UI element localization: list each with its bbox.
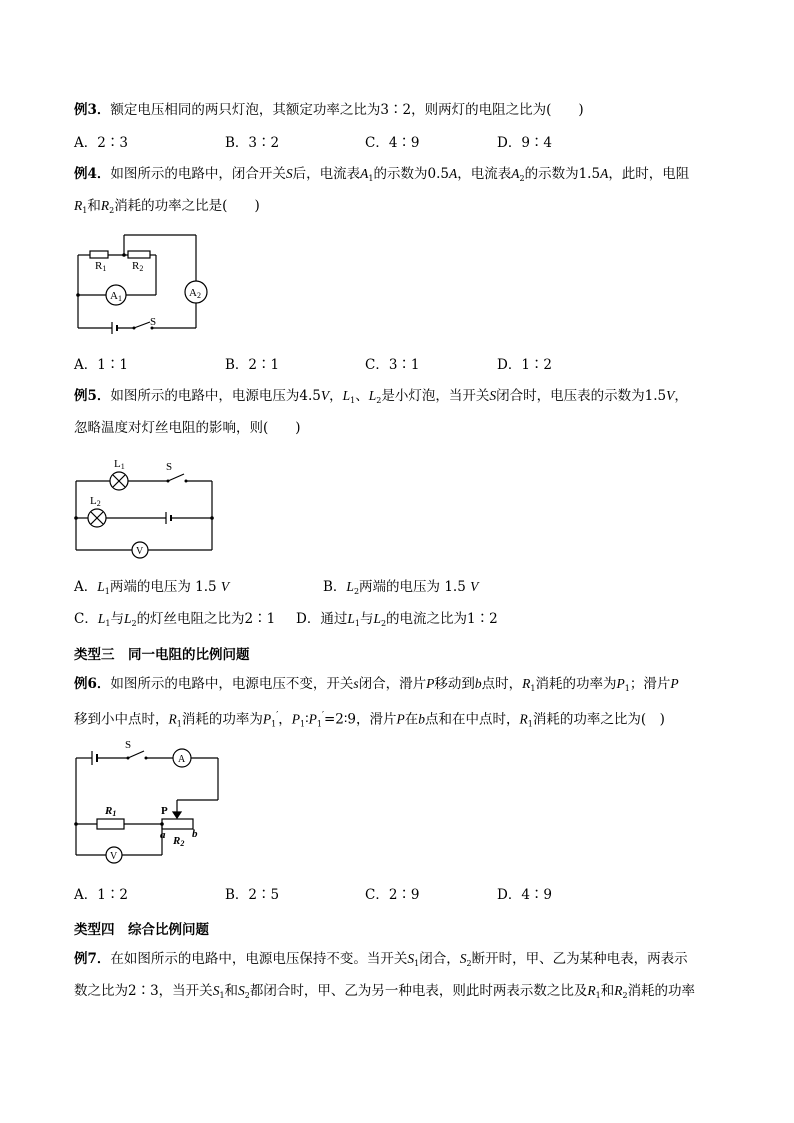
a1-label: A1 — [110, 290, 122, 303]
ex4-option-b: B．2∶1 — [225, 357, 280, 373]
resistor-symbol: R — [614, 983, 623, 998]
ex7-text: 消耗的功率 — [627, 983, 696, 999]
ex7-text: 在如图所示的电路中，电源电压保持不变。当开关 — [110, 951, 408, 967]
ex5-text: ， — [674, 388, 688, 404]
end-a-label: a — [160, 829, 166, 841]
resistor-symbol: R — [100, 198, 110, 213]
section-heading-type3: 类型三 同一电阻的比例问题 — [74, 647, 250, 663]
ex6-option-d: D．4∶9 — [497, 887, 553, 903]
ex6-text: ， — [278, 711, 292, 728]
ex4-text: 如图所示的电路中，闭合开关 — [110, 166, 286, 182]
ex6-text: 消耗的功率为 — [535, 676, 617, 692]
ex6-circuit-diagram — [70, 738, 230, 863]
ex7-text: 闭合， — [419, 951, 460, 967]
ex4-option-d: D．1∶2 — [497, 357, 553, 373]
ex6-text: 点和在中点时， — [425, 711, 520, 728]
voltmeter-label: V — [110, 851, 118, 862]
ex6-text: 闭合，滑片 — [358, 676, 427, 692]
lamp-symbol: L — [368, 388, 377, 403]
ex7-question-line2: 数之比为2∶3，当开关$S_1$和$S_2$都闭合时，甲、乙为另一种电表，则此时两表示数之比及$R_1$和$R_2$消耗的功率 — [74, 983, 696, 1000]
ex3-option-a: A．2∶3 — [74, 135, 128, 151]
ex5-question-line2: 忽略温度对灯丝电阻的影响，则( ) — [74, 420, 301, 436]
ex7-question-line1: 例7．在如图所示的电路中，电源电压保持不变。当开关$S_1$闭合，$S_2$断开时，甲、乙为某种电表，两表示 — [74, 951, 688, 968]
switch-symbol: S — [459, 951, 467, 966]
lamp-symbol: L — [342, 388, 351, 403]
ex4-question-line1: 例4．如图所示的电路中，闭合开关S后，电流表$A_1$的示数为0.5A，电流表$A_2$的示数为1.5A，此时，电阻 — [74, 166, 690, 183]
ex6-question-line1: 例6．如图所示的电路中，电源电压不变，开关s闭合，滑片P移动到b点时，$R_1$消耗的功率为$P_1$；滑片P — [74, 676, 679, 693]
power-symbol: P — [262, 711, 272, 727]
ex5-question-line1: 例5．如图所示的电路中，电源电压为4.5V，$L_1$、$L_2$是小灯泡，当开关S闭合时，电压表的示数为1.5V， — [74, 388, 688, 405]
section-heading-type4: 类型四 综合比例问题 — [74, 922, 209, 938]
ex7-text: 都闭合时，甲、乙为另一种电表，则此时两表示数之比及 — [249, 983, 588, 999]
switch-label: S — [125, 739, 132, 751]
switch-symbol: s — [353, 676, 359, 691]
ex4-question-line2: $R_1$和$R_2$消耗的功率之比是( ) — [74, 198, 260, 215]
unit-symbol: V — [220, 579, 230, 594]
ex4-option-c: C．3∶1 — [365, 357, 420, 373]
lamp-symbol: L — [373, 611, 381, 626]
option-text: 两端的电压为 1.5 — [109, 579, 221, 595]
ex5-circuit-diagram — [70, 453, 220, 558]
unit-symbol: A — [600, 166, 609, 181]
ex4-text: 消耗的功率之比是( ) — [114, 198, 260, 214]
resistor-symbol: R — [74, 198, 83, 213]
resistor-symbol: R — [168, 711, 177, 727]
ex5-label: 例5． — [74, 388, 111, 404]
switch-symbol: S — [407, 951, 415, 966]
option-letter: A． — [74, 579, 98, 595]
ex7-text: 和 — [224, 983, 239, 999]
ex7-label: 例7． — [74, 951, 111, 967]
ex7-text: 和 — [600, 983, 615, 999]
ex6-text: 消耗的功率之比为( ) — [532, 711, 665, 728]
ammeter-label: A — [178, 754, 186, 765]
switch-symbol: S — [489, 388, 497, 403]
slider-label: P — [161, 805, 168, 817]
voltmeter-label: V — [136, 546, 144, 557]
option-letter: C． — [74, 611, 98, 627]
ex5-text: 闭合时，电压表的示数为1.5 — [496, 388, 667, 404]
ammeter-symbol: A — [360, 166, 369, 181]
ex6-text: 消耗的功率为 — [181, 711, 263, 728]
ex4-text: 和 — [87, 198, 101, 214]
ex5-option-d: D．通过$L_1$与$L_2$的电流之比为1∶2 — [296, 611, 498, 628]
ex3-option-d: D．9∶4 — [497, 135, 553, 151]
ex3-option-b: B．3∶2 — [225, 135, 280, 151]
r2-label: R2 — [132, 260, 144, 273]
r1-label: R1 — [95, 260, 107, 273]
ex3-label: 例3． — [74, 102, 111, 118]
slider-symbol: P — [426, 676, 435, 691]
ex6-text: ；滑片 — [629, 676, 671, 692]
ex4-text: 的示数为1.5 — [524, 166, 601, 182]
ammeter-symbol: A — [511, 166, 520, 181]
ex6-option-a: A．1∶2 — [74, 887, 128, 903]
ex4-circuit-diagram — [70, 225, 205, 335]
option-text: 的灯丝电阻之比为2∶1 — [136, 611, 276, 627]
unit-symbol: V — [666, 388, 675, 403]
ex6-text: 在 — [404, 711, 419, 728]
ex5-text: 如图所示的电路中，电源电压为4.5 — [110, 388, 321, 404]
ex6-text: 移动到 — [434, 676, 475, 692]
point-symbol: b — [418, 711, 425, 727]
ex7-text: 数之比为2∶3，当开关 — [74, 983, 213, 999]
lamp-symbol: L — [123, 611, 132, 626]
a2-label: A2 — [189, 287, 201, 300]
option-text: 两端的电压为 1.5 — [359, 579, 471, 595]
unit-symbol: A — [448, 166, 458, 181]
ex4-text: 后，电流表 — [292, 166, 361, 182]
resistor-symbol: R — [522, 676, 531, 691]
r2-label: R2 — [173, 835, 185, 848]
switch-label: S — [150, 316, 157, 328]
r1-label: R1 — [105, 805, 117, 818]
ex6-option-c: C．2∶9 — [365, 887, 420, 903]
ex6-text: 移到小中点时， — [74, 711, 169, 728]
ex4-text: 的示数为0.5 — [373, 166, 449, 182]
ex5-text: ， — [329, 388, 343, 404]
switch-symbol: S — [285, 166, 293, 181]
lamp-symbol: L — [97, 611, 106, 626]
ex3-question — [74, 101, 584, 119]
ex6-text: =2∶9，滑片 — [323, 711, 397, 728]
option-letter: D．通过 — [296, 611, 348, 627]
lamp-symbol: L — [347, 611, 355, 626]
ex6-text: 点时， — [481, 676, 523, 692]
l2-label: L2 — [90, 495, 101, 508]
lamp-symbol: L — [346, 579, 354, 594]
power-symbol: P — [616, 676, 625, 691]
ex5-option-b: B．$L_2$两端的电压为 1.5 V — [323, 579, 479, 596]
ex4-label: 例4． — [74, 166, 111, 182]
ex5-text: 、 — [355, 388, 369, 404]
ex6-text: 如图所示的电路中，电源电压不变，开关 — [110, 676, 354, 692]
ex5-option-c: C．$L_1$与$L_2$的灯丝电阻之比为2∶1 — [74, 611, 276, 628]
resistor-symbol: R — [587, 983, 596, 998]
ex6-label: 例6． — [74, 676, 111, 692]
unit-symbol: V — [470, 579, 479, 594]
ex4-text: ，此时，电阻 — [608, 166, 690, 182]
end-b-label: b — [192, 828, 198, 840]
option-text: 与 — [110, 611, 124, 627]
switch-label: S — [166, 461, 173, 473]
ex7-text: 断开时，甲、乙为某种电表，两表示 — [471, 951, 688, 967]
option-text: 与 — [359, 611, 374, 627]
ex4-text: ，电流表 — [457, 166, 512, 182]
point-symbol: b — [474, 676, 482, 691]
ex4-option-a: A．1∶1 — [74, 357, 128, 373]
slider-symbol: P — [670, 676, 679, 691]
l1-label: L1 — [114, 458, 125, 471]
ex5-option-a: A．$L_1$两端的电压为 1.5 V — [74, 579, 230, 596]
slider-symbol: P — [396, 711, 405, 727]
ex6-option-b: B．2∶5 — [225, 887, 280, 903]
switch-symbol: S — [212, 983, 220, 998]
power-symbol: P — [291, 711, 300, 727]
option-text: 的电流之比为1∶2 — [386, 611, 498, 627]
ex5-text: 是小灯泡，当开关 — [381, 388, 490, 404]
switch-symbol: S — [238, 983, 245, 998]
resistor-symbol: R — [519, 711, 528, 727]
ex6-question-line2: 移到小中点时，$R_1$消耗的功率为$P_1'$，$P_1∶P_1'=2∶9$，滑片P在b点和在中点时，$R_1$消耗的功率之比为( ) — [74, 711, 665, 729]
ex3-text: 额定电压相同的两只灯泡，其额定功率之比为3∶2，则两灯的电阻之比为( ) — [110, 102, 584, 118]
power-symbol: P — [308, 711, 317, 727]
ex3-option-c: C．4∶9 — [365, 135, 420, 151]
option-letter: B． — [323, 579, 347, 595]
unit-symbol: V — [320, 388, 330, 403]
lamp-symbol: L — [97, 579, 105, 594]
